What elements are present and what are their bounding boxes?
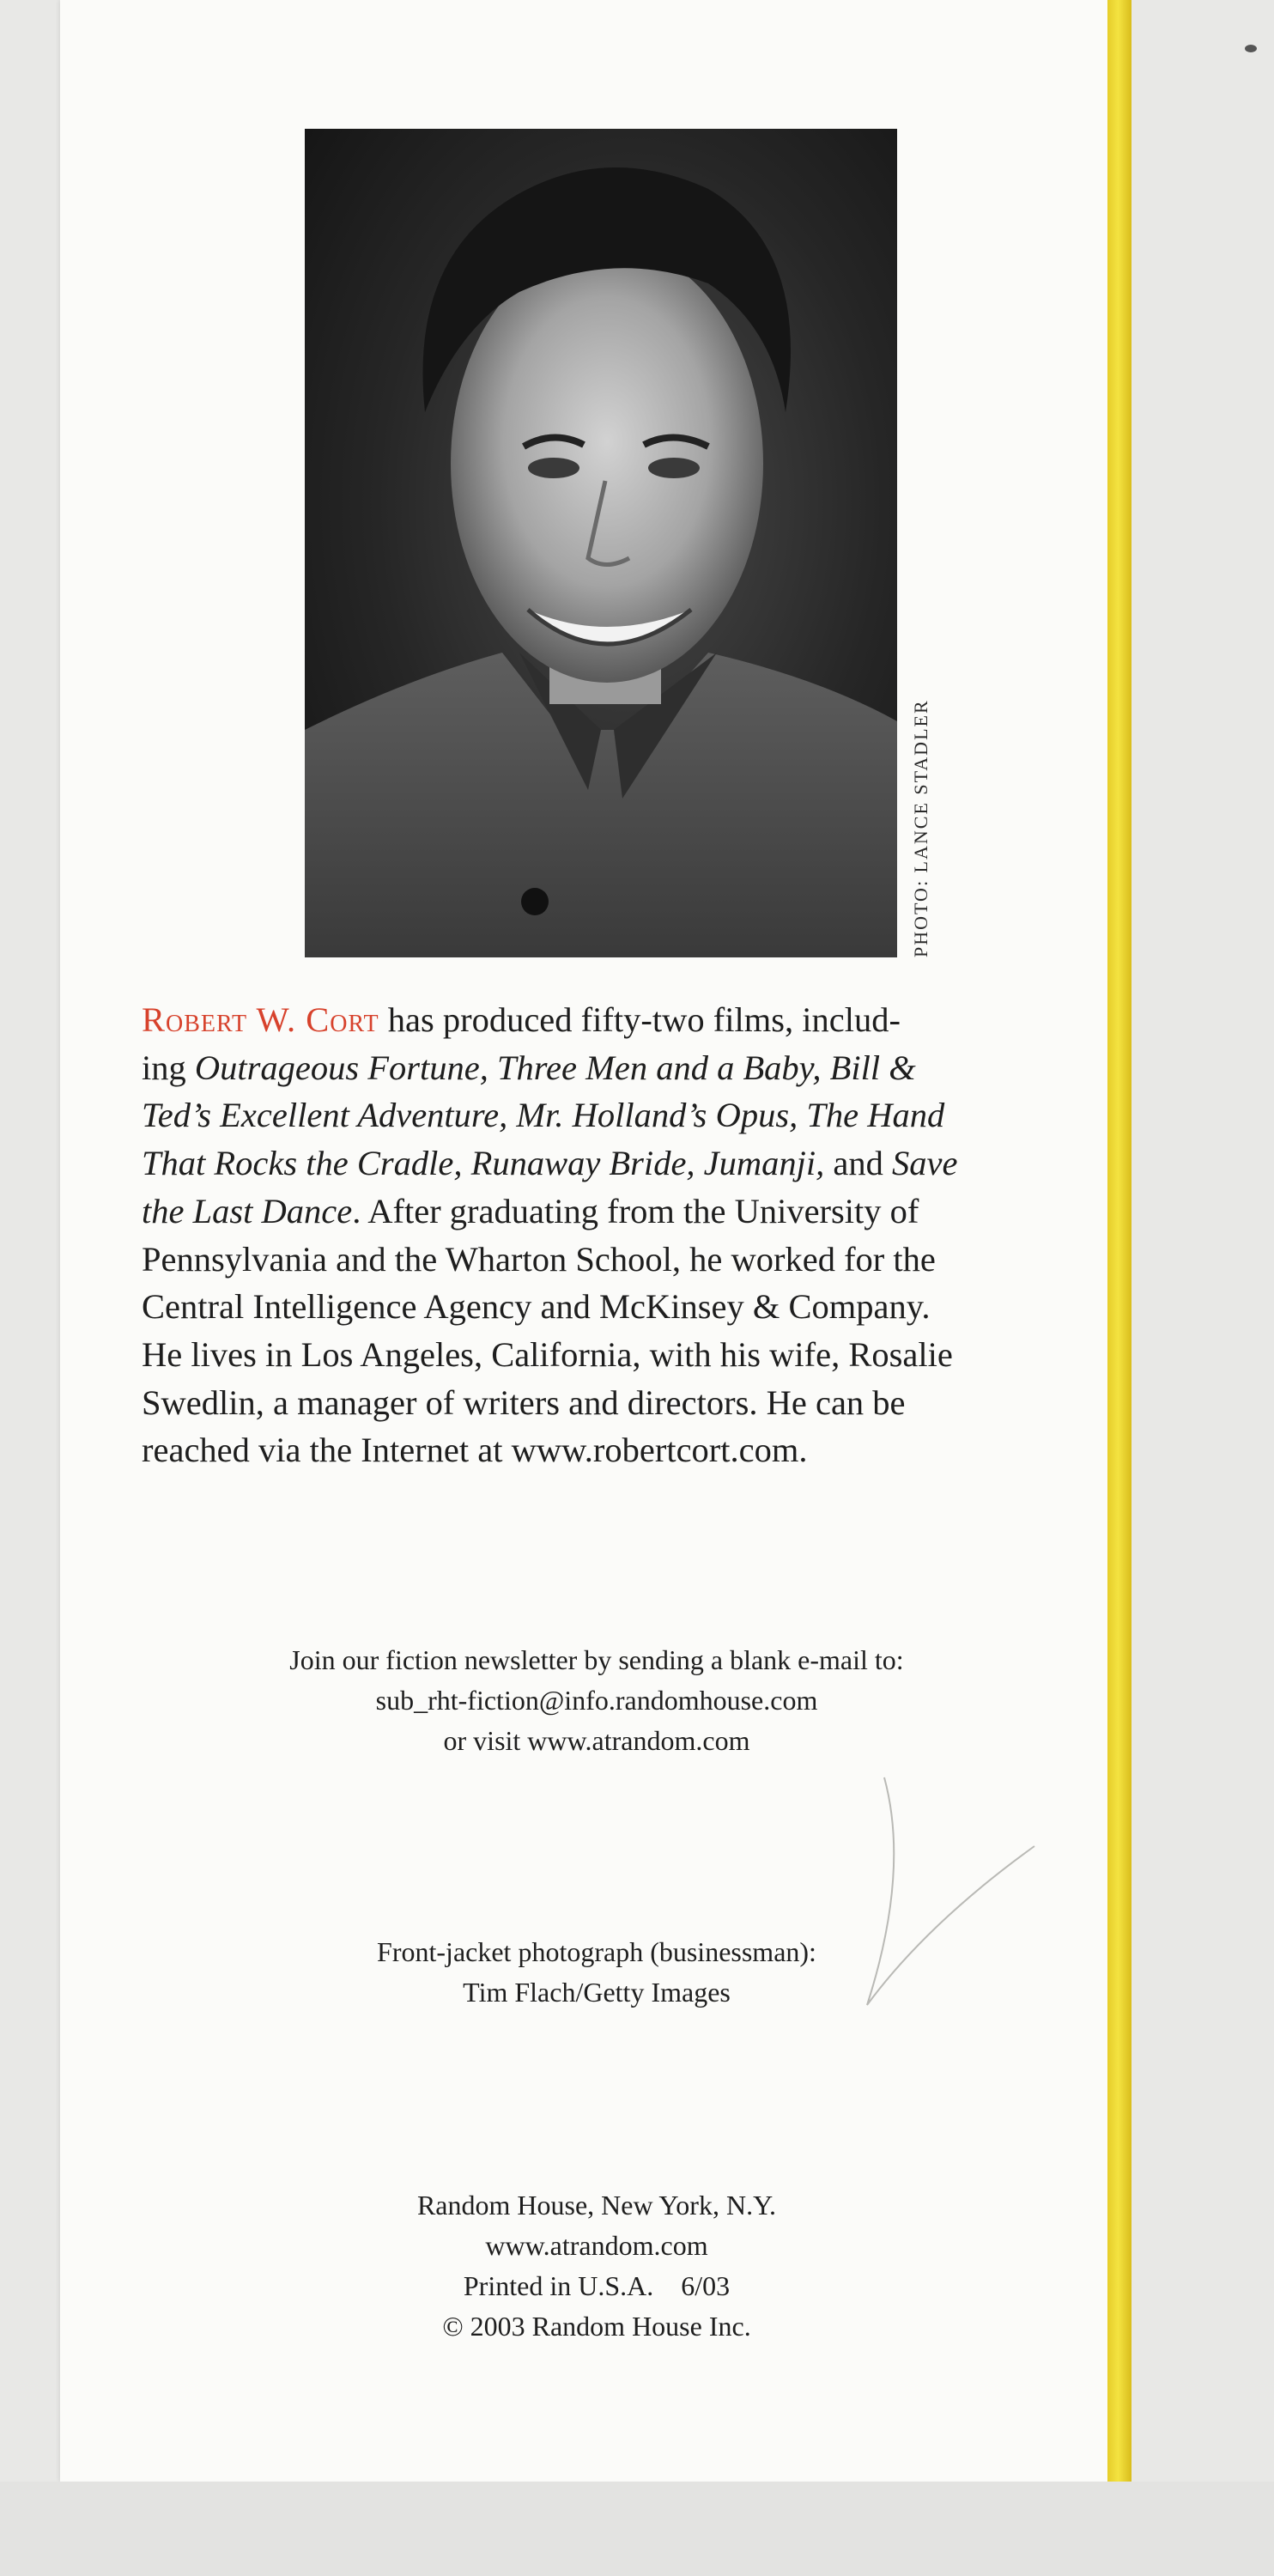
bio-line-7 <box>142 1283 1052 1331</box>
publisher-name: Random House, New York, N.Y. <box>416 2190 777 2221</box>
author-bio <box>142 996 1052 1474</box>
author-name: Robert W. Cort <box>142 1000 379 1039</box>
dust-speck <box>1245 45 1257 52</box>
author-photo <box>305 129 897 957</box>
newsletter-email: sub_rht-fiction@info.randomhouse.com <box>375 1685 818 1716</box>
copyright-notice: © 2003 Random House Inc. <box>442 2311 751 2342</box>
bio-segment: Pennsylvania and the Wharton School, he worked for the <box>142 1239 936 1279</box>
newsletter-notice <box>142 1640 1052 1761</box>
bio-line-2 <box>142 1044 1052 1092</box>
background-surface <box>0 2482 1274 2576</box>
bio-line-4 <box>142 1139 1052 1188</box>
print-date-code: 6/03 <box>681 2270 731 2301</box>
jacket-photo-credit <box>142 1932 1052 2013</box>
yellow-spine-edge <box>1107 0 1131 2482</box>
bio-line-9 <box>142 1379 1052 1427</box>
newsletter-website: or visit www.atrandom.com <box>443 1725 750 1756</box>
jacket-credit-source: Tim Flach/Getty Images <box>463 1977 731 2008</box>
printed-location: Printed in U.S.A. <box>463 2270 654 2301</box>
bio-line-3 <box>142 1091 1052 1139</box>
bio-line-1 <box>142 996 1052 1044</box>
publisher-website: www.atrandom.com <box>485 2230 708 2261</box>
bio-segment: and <box>824 1144 893 1183</box>
portrait-image <box>305 129 897 957</box>
bio-line-8 <box>142 1331 1052 1379</box>
bio-line-5 <box>142 1188 1052 1236</box>
bio-segment: reached via the Internet at www.robertcort.com. <box>142 1431 808 1470</box>
jacket-credit-line: Front-jacket photograph (businessman): <box>377 1936 816 1967</box>
bio-segment: Central Intelligence Agency and McKinsey & Company. <box>142 1287 931 1327</box>
bio-line-10 <box>142 1426 1052 1474</box>
publisher-info <box>142 2185 1052 2347</box>
printing-info <box>142 2266 1052 2306</box>
bio-segment: He lives in Los Angeles, California, with his wife, Rosalie <box>142 1334 953 1374</box>
bio-film-titles: Save <box>892 1144 958 1183</box>
bio-line-6 <box>142 1236 1052 1284</box>
bio-segment: has produced fifty-two films, includ- <box>379 1000 901 1039</box>
photo-credit: PHOTO: LANCE STADLER <box>910 699 931 957</box>
bio-film-titles: Outrageous Fortune, Three Men and a Baby, Bill & <box>194 1048 916 1087</box>
bio-film-titles: Ted’s Excellent Adventure, Mr. Holland’s Opus, The Hand <box>142 1096 945 1135</box>
bio-film-titles: the Last Dance <box>142 1191 353 1230</box>
bio-segment: ing <box>142 1048 195 1087</box>
bio-segment: Swedlin, a manager of writers and directors. He can be <box>142 1382 906 1422</box>
bio-film-titles: That Rocks the Cradle, Runaway Bride, Jumanji, <box>142 1144 825 1183</box>
bio-segment: . After graduating from the University of <box>352 1191 919 1230</box>
newsletter-line: Join our fiction newsletter by sending a blank e-mail to: <box>289 1644 904 1675</box>
